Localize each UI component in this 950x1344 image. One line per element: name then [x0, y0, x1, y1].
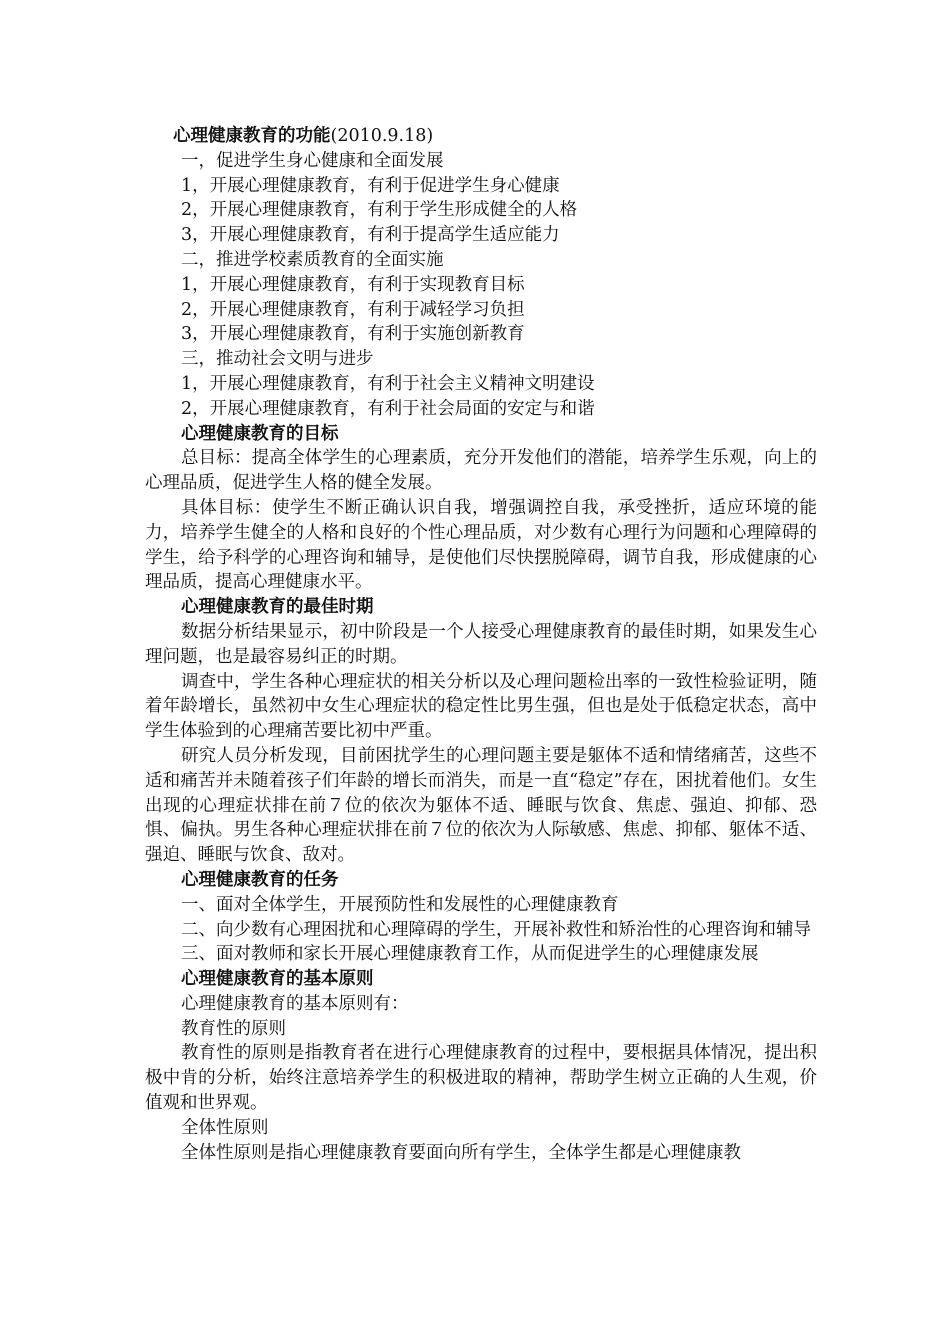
- function-line: 三，推动社会文明与进步: [181, 349, 374, 370]
- principles-intro: 心理健康教育的基本原则有：: [181, 993, 409, 1014]
- goal-paragraph: 总目标：提高全体学生的心理素质，充分开发他们的潜能，培养学生乐观，向上的心理品质，促进学生人格的健全发展。: [145, 448, 817, 494]
- doc-title-date: (2010.9.18): [330, 126, 434, 146]
- best-time-heading: 心理健康教育的最佳时期: [181, 597, 374, 618]
- task-paragraph: 三、面对教师和家长开展心理健康教育工作，从而促进学生的心理健康发展: [181, 944, 759, 965]
- doc-title: [145, 124, 817, 149]
- function-line: 2，开展心理健康教育，有利于减轻学习负担: [181, 299, 525, 320]
- function-line: 2，开展心理健康教育，有利于学生形成健全的人格: [181, 200, 578, 221]
- task-paragraph: 二、向少数有心理困扰和心理障碍的学生，开展补救性和矫治性的心理咨询和辅导: [181, 919, 811, 940]
- function-line: 1，开展心理健康教育，有利于促进学生身心健康: [181, 175, 560, 196]
- tasks-heading: 心理健康教育的任务: [181, 869, 339, 890]
- best-time-paragraph: 研究人员分析发现，目前困扰学生的心理问题主要是躯体不适和情绪痛苦，这些不适和痛苦并未随着孩子们年龄的增长而消失，而是一直“稳定”存在，困扰着他们。女生出现的心理症状排在前７位的依次为躯体不适、睡眠与饮食、焦虑、强迫、抑郁、恐惧、偏执。男生各种心理症状排在前７位的依次为人际敏感、焦虑、抑郁、躯体不适、强迫、睡眠与饮食、敌对。: [145, 745, 817, 866]
- function-line: 一，促进学生身心健康和全面发展: [181, 150, 444, 171]
- goals-heading: 心理健康教育的目标: [181, 423, 339, 444]
- function-line: 3，开展心理健康教育，有利于提高学生适应能力: [181, 225, 560, 246]
- principle-paragraph: 全体性原则是指心理健康教育要面向所有学生，全体学生都是心理健康教: [181, 1142, 741, 1163]
- function-line: 二，推进学校素质教育的全面实施: [181, 249, 444, 270]
- function-line: 1，开展心理健康教育，有利于实现教育目标: [181, 274, 525, 295]
- function-line: 3，开展心理健康教育，有利于实施创新教育: [181, 324, 525, 345]
- principle-title: 全体性原则: [181, 1117, 269, 1138]
- function-line: 1，开展心理健康教育，有利于社会主义精神文明建设: [181, 373, 595, 394]
- task-paragraph: 一、面对全体学生，开展预防性和发展性的心理健康教育: [181, 894, 619, 915]
- principles-heading: 心理健康教育的基本原则: [181, 969, 374, 990]
- doc-title-text: 心理健康教育的功能: [173, 126, 331, 146]
- goal-paragraph: 具体目标：使学生不断正确认识自我，增强调控自我，承受挫折，适应环境的能力，培养学生健全的人格和良好的个性心理品质，对少数有心理行为问题和心理障碍的学生，给予科学的心理咨询和辅导，是使他们尽快摆脱障碍，调节自我，形成健康的心理品质，提高心理健康水平。: [145, 497, 817, 593]
- document-page: [145, 124, 817, 1165]
- principle-paragraph: 教育性的原则是指教育者在进行心理健康教育的过程中，要根据具体情况，提出积极中肯的分析，始终注意培养学生的积极进取的精神，帮助学生树立正确的人生观，价值观和世界观。: [145, 1043, 817, 1114]
- function-line: 2，开展心理健康教育，有利于社会局面的安定与和谐: [181, 398, 595, 419]
- best-time-paragraph: 数据分析结果显示，初中阶段是一个人接受心理健康教育的最佳时期，如果发生心理问题，也是最容易纠正的时期。: [145, 621, 817, 667]
- best-time-paragraph: 调查中，学生各种心理症状的相关分析以及心理问题检出率的一致性检验证明，随着年龄增长，虽然初中女生心理症状的稳定性比男生强，但也是处于低稳定状态，高中学生体验到的心理痛苦要比初中严重。: [145, 671, 817, 742]
- principle-title: 教育性的原则: [181, 1018, 286, 1039]
